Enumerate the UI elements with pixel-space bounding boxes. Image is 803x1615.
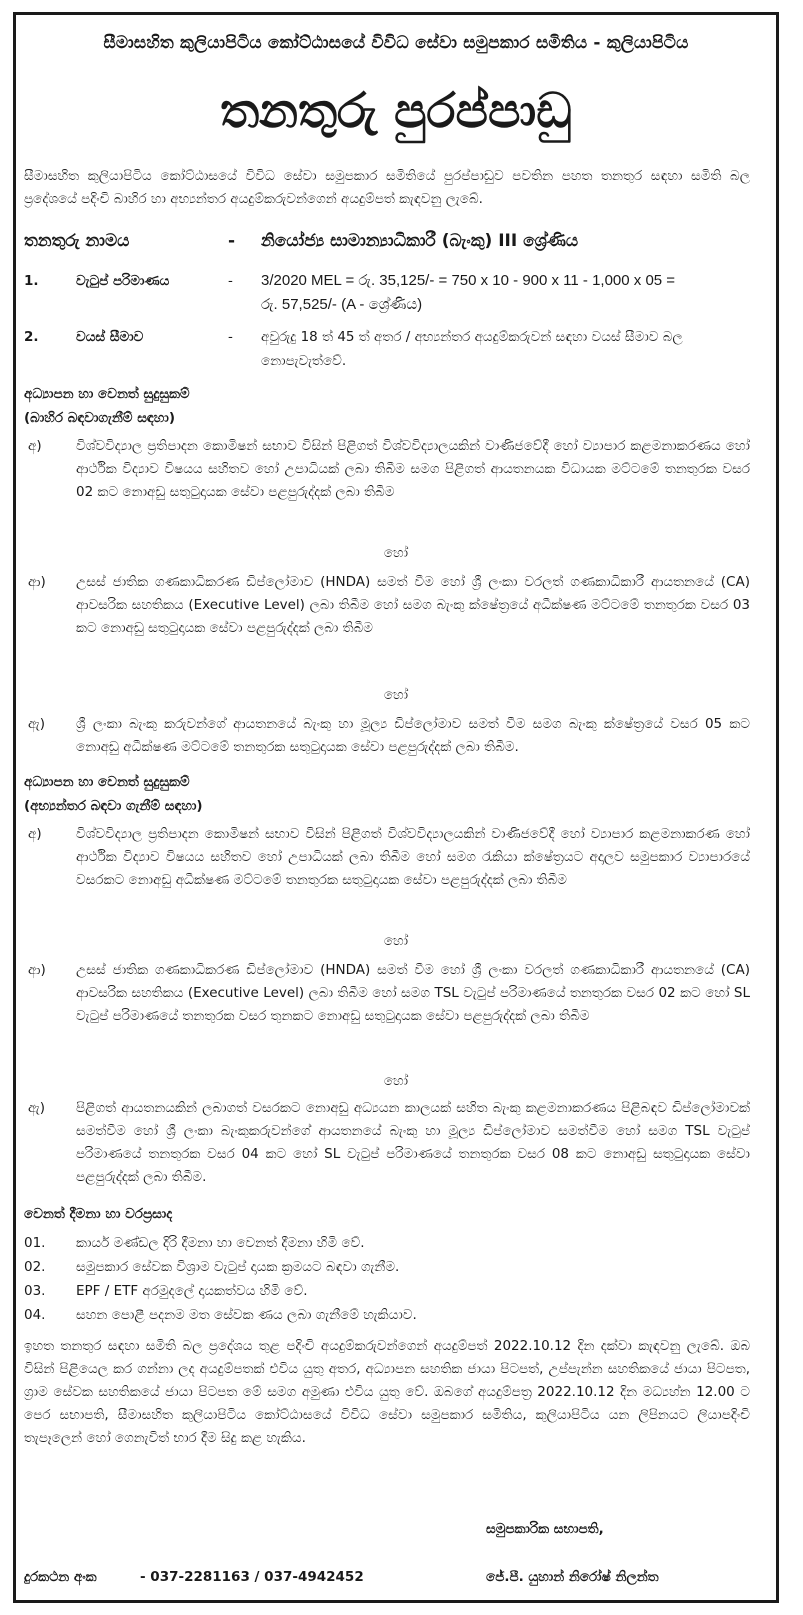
- detail-number: 2.: [24, 329, 39, 345]
- page-title: තනතුරු පුරප්පාඩු: [220, 83, 572, 139]
- signature-role: සමුපකාරික සභාපති,: [486, 1521, 604, 1537]
- or-separator: හෝ: [383, 933, 409, 949]
- item-marker: ආ): [28, 962, 46, 978]
- internal-qualifications-heading: අධ්‍යාපන හා වෙනත් සුදුසුකම්: [24, 774, 190, 790]
- item-marker: ඇ): [28, 716, 45, 732]
- benefit-number: 01.: [24, 1235, 46, 1251]
- salary-scale-label: වැටුප් පරිමාණය: [76, 273, 170, 289]
- item-marker: අ): [28, 438, 42, 454]
- benefit-item: සහන පොළී පදනම මත සේවක ණය ලබා ගැනීමේ හැකියාව.: [76, 1307, 417, 1323]
- benefit-item: කාර්ය මණ්ඩල දිරි දීමනා හා වෙනත් දීමනා හිමි වේ.: [76, 1235, 365, 1251]
- benefit-item: සමුපකාර සේවක විශ්‍රාම වැටුප් දායක ක්‍රමයට බඳවා ගැනීම.: [76, 1259, 400, 1275]
- internal-qualification-a: විශ්වවිද්‍යාල ප්‍රතිපාදන කොමිෂන් සභාව විසින් පිළිගත් විශ්වවිද්‍යාලයකින් වාණිජවේදී හෝ ව්‍යාපාර කළමනාකරණ හෝ ආර්ථික විද්‍යාව විෂයය සහිතව හෝ උපාධියක් ලබා තිබීම හෝ සමග රැකියා ක්ෂේත්‍රයට අදාලව සමුපකාර ව්‍යාපාරයේ වසරකට නොඅඩු අධීක්ෂණ මට්ටමේ තනතුරක සතුටුදායක සේවා පළපුරුද්දක් ලබා තිබීම: [76, 826, 750, 888]
- or-separator: හෝ: [383, 687, 409, 703]
- benefit-item: EPF / ETF අරමුදලේ දායකත්වය හිමි වේ.: [76, 1283, 308, 1299]
- benefit-number: 04.: [24, 1307, 46, 1323]
- internal-qualification-b: උසස් ජාතික ගණකාධිකරණ ඩිප්ලෝමාව (HNDA) සමත් වීම හෝ ශ්‍රී ලංකා වරලත් ගණකාධිකාරී ආයතනයේ (CA) ආවසරික සහතිකය (Executive Level) ලබා තිබීම හෝ සමග TSL වැටුප් පරිමාණයේ තනතුරක වසර 02 කට හෝ SL වැටුප් පරිමාණයේ තනතුරක වසර තුනකට නොඅඩු සතුටුදායක සේවා පළපුරුද්දක් ලබා තිබීම: [76, 962, 750, 1024]
- post-name: නියෝජ්‍ය සාමාන්‍යාධිකාරී (බැංකු) III ශ්‍රේණිය: [261, 231, 579, 251]
- internal-qualifications-subheading: (අභ්‍යන්තර බඳවා ගැනීම් සඳහා): [24, 798, 203, 814]
- item-marker: ඇ): [28, 1100, 45, 1116]
- detail-dash: -: [228, 329, 233, 345]
- detail-number: 1.: [24, 273, 39, 289]
- age-limit-value: අවුරුදු 18 ත් 45 ත් අතර / අභ්‍යන්තර අයදුම්කරුවන් සඳහා වයස් සීමාව බල නොපැවැත්වේ.: [261, 329, 683, 369]
- external-qualification-b: උසස් ජාතික ගණකාධිකරණ ඩිප්ලෝමාව (HNDA) සමත් වීම හෝ ශ්‍රී ලංකා වරලත් ගණකාධිකාරී ආයතනයේ (CA) ආවසරික සහතිකය (Executive Level) ලබා තිබීම හෝ සමග බැංකු ක්ෂේත්‍රයේ අධීක්ෂණ මට්ටමේ තනතුරක වසර 03 කට නොඅඩු සතුටුදායක සේවා පළපුරුද්දක් ලබා තිබීම: [76, 574, 751, 636]
- benefit-number: 03.: [24, 1283, 46, 1299]
- organization-heading: සීමාසහිත කුලියාපිටිය කෝට්ඨාසයේ විවිධ සේවා සමුපකාර සමිතිය - කුලියාපිටිය: [103, 33, 689, 53]
- internal-qualification-c: පිළිගත් ආයතනයකින් ලබාගත් වසරකට නොඅඩු අධ්‍යයන කාලයක් සහිත බැංකු කළමනාකරණය පිළිබඳව ඩිප්ලෝමාවක් සමත්වීම හෝ ශ්‍රී ලංකා බැංකුකරුවන්ගේ ආයතනයේ බැංකු හා මූල්‍ය ඩිප්ලෝමාව සමත්වීම හෝ සමග TSL වැටුප් පරිමාණයේ තනතුරක වසර 04 කට හෝ SL වැටුප් පරිමාණයේ තනතුරක වසර 08 කට නොඅඩු සතුටුදායක සේවා පළපුරුද්දක් ලබා තිබීම.: [76, 1100, 750, 1185]
- detail-dash: -: [228, 273, 233, 289]
- advertisement-frame: [13, 12, 779, 1603]
- post-label: තනතුරු නාමය: [24, 231, 130, 251]
- external-qualification-c: ශ්‍රී ලංකා බැංකු කරුවන්ගේ ආයතනයේ බැංකු හා මූල්‍ය ඩිප්ලෝමාව සමත් වීම සමග බැංකු ක්ෂේත්‍රයේ වසර 05 කට නොඅඩු අධීක්ෂණ මට්ටමේ තනතුරක සතුටුදායක සේවා පළපුරුද්දක් ලබා තිබීම.: [76, 716, 750, 755]
- signature-name: ජේ.පී. යුහාන් නිරෝෂ් නිලන්ත: [486, 1569, 659, 1585]
- external-qualification-a: විශ්වවිද්‍යාල ප්‍රතිපාදන කොමිෂන් සභාව විසින් පිළිගත් විශ්වවිද්‍යාලයකින් වාණිජවේදී හෝ ව්‍යාපාර කළමනාකරණය හෝ ආර්ථික විද්‍යාව විෂයය සහිතව හෝ උපාධියක් ලබා තිබීම සමග පිළිගත් ආයතනයක විධායක මට්ටමේ තනතුරක වසර 02 කට නොඅඩු සතුටුදායක සේවා පළපුරුද්දක් ලබා තිබීම: [76, 438, 750, 500]
- or-separator: හෝ: [383, 545, 409, 561]
- phone-numbers: - 037-2281163 / 037-4942452: [140, 1569, 364, 1585]
- benefits-heading: වෙනත් දීමනා හා වරප්‍රසාද: [24, 1206, 173, 1222]
- intro-paragraph: සීමාසහිත කුලියාපිටිය කෝට්ඨාසයේ විවිධ සේවා සමුපකාර සමිතියේ පුරප්පාඩුව පවතින පහත තනතුර සඳහා සමිති බල ප්‍රදේශයේ පදිංචි බාහිර හා අභ්‍යන්තර අයදුම්කරුවන්ගෙන් අයදුම්පත් කැඳවනු ලැබේ.: [24, 168, 750, 207]
- salary-scale-value: 3/2020 MEL = රු. 35,125/- = 750 x 10 - 900 x 11 - 1,000 x 05 = රු. 57,525/- (A - ශ්‍රේණිය): [261, 272, 676, 313]
- benefit-number: 02.: [24, 1259, 46, 1275]
- external-qualifications-subheading: (බාහිර බඳවාගැනීම් සඳහා): [24, 410, 176, 426]
- closing-paragraph: ඉහත තනතුර සඳහා සමිති බල ප්‍රදේශය තුළ පදිංචි අයදුම්කරුවන්ගෙන් අයදුම්පත් 2022.10.12 දින දක්වා කැඳවනු ලැබේ. ඔබ විසින් පිළියෙල කර ගන්නා ලද අයදුම්පතක් එවිය යුතු අතර, අධ්‍යාපන සහතික ජායා පිටපත්, උප්පැන්න සහතිකයේ ජායා පිටපත, ග්‍රාම සේවක සහතිකයේ ජායා පිටපත මේ සමග අමුණා එවිය යුතු වේ. ඔබගේ අයදුම්පත්‍ර 2022.10.12 දින මධ්‍යහ්න 12.00 ට පෙර සභාපති, සීමාසහිත කුලියාපිටිය කෝට්ඨාසයේ විවිධ සේවා සමුපකාර සමිතිය, කුලියාපිටිය යන ලිපිනයට ලියාපදිංචි තැපෑලෙන් හෝ ගෙනැවිත් භාර දීම සිදු කළ හැකිය.: [24, 1338, 750, 1446]
- post-dash: -: [228, 231, 236, 251]
- item-marker: ආ): [28, 574, 46, 590]
- or-separator: හෝ: [383, 1073, 409, 1089]
- item-marker: අ): [28, 826, 42, 842]
- phone-label: දුරකථන අංක: [24, 1569, 97, 1585]
- age-limit-label: වයස් සීමාව: [76, 329, 144, 345]
- external-qualifications-heading: අධ්‍යාපන හා වෙනත් සුදුසුකම්: [24, 386, 190, 402]
